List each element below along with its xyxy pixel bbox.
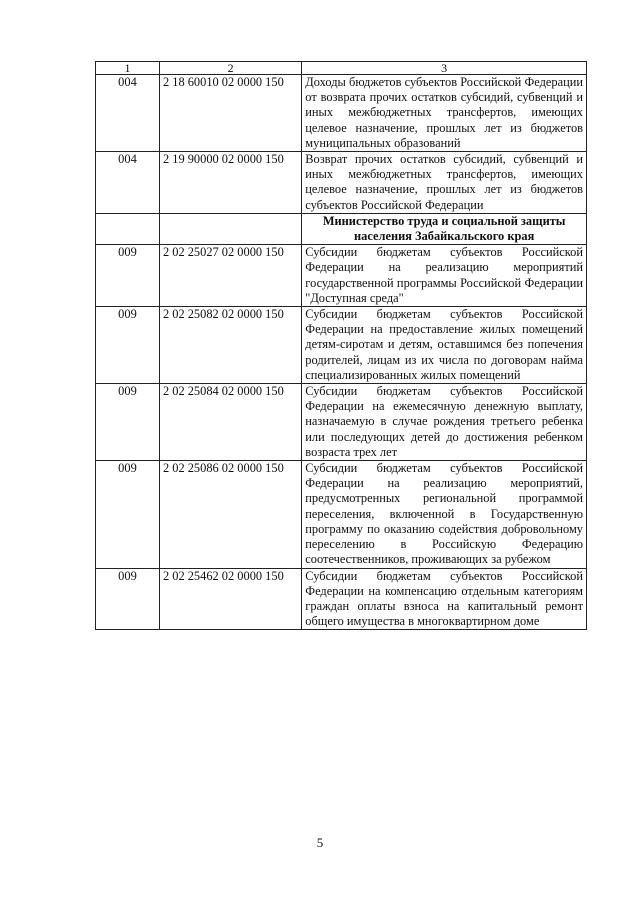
header-col-3: 3 [302, 62, 587, 75]
table-header-row [96, 62, 587, 75]
admin-code-cell: 009 [96, 461, 160, 568]
admin-code-cell: 004 [96, 152, 160, 214]
header-col-2: 2 [159, 62, 301, 75]
description-cell [302, 384, 587, 461]
budget-code-cell: 2 19 90000 02 0000 150 [159, 152, 301, 214]
admin-code-cell: 009 [96, 307, 160, 384]
budget-code-cell [159, 213, 301, 244]
description-text: Доходы бюджетов субъектов Российской Федерации от возврата прочих остатков субсидий, субвенций и иных межбюджетных трансфертов, имеющих целевое назначение, прошлых лет из бюджетов муниципальных образований [305, 75, 583, 150]
table-row [96, 75, 587, 152]
admin-code-cell: 009 [96, 384, 160, 461]
table-row [96, 307, 587, 384]
description-text: Субсидии бюджетам субъектов Российской Федерации на реализацию мероприятий государственной программы Российской Федерации "Доступная среда" [305, 245, 583, 305]
admin-code-cell: 009 [96, 568, 160, 630]
description-cell [302, 152, 587, 214]
table-row [96, 568, 587, 630]
admin-code-cell: 009 [96, 245, 160, 307]
description-text: Субсидии бюджетам субъектов Российской Федерации на компенсацию отдельным категориям граждан оплаты взноса на капитальный ремонт общего имущества в многоквартирном доме [305, 568, 583, 629]
description-cell [302, 307, 587, 384]
budget-code-cell: 2 18 60010 02 0000 150 [159, 75, 301, 152]
admin-code-cell: 004 [96, 75, 160, 152]
budget-code-cell: 2 02 25462 02 0000 150 [159, 568, 301, 630]
section-heading-row [96, 213, 587, 244]
budget-code-cell: 2 02 25082 02 0000 150 [159, 307, 301, 384]
table-row [96, 384, 587, 461]
description-text: Субсидии бюджетам субъектов Российской Федерации на предоставление жилых помещений детям-сиротам и детям, оставшимся без попечения родителей, лицам из их числа по договорам найма специализированных жилых помещений [305, 307, 583, 382]
header-col-1: 1 [96, 62, 160, 75]
table-row [96, 461, 587, 568]
section-title-cell [302, 213, 587, 244]
table-row [96, 152, 587, 214]
admin-code-cell [96, 213, 160, 244]
budget-codes-table [95, 61, 587, 630]
table-row [96, 245, 587, 307]
budget-code-cell: 2 02 25084 02 0000 150 [159, 384, 301, 461]
description-text: Возврат прочих остатков субсидий, субвенций и иных межбюджетных трансфертов, имеющих целевое назначение, прошлых лет из бюджетов субъектов Российской Федерации [305, 152, 583, 212]
page-number: 5 [316, 835, 324, 850]
description-cell [302, 568, 587, 630]
table-body [96, 62, 587, 630]
budget-code-cell: 2 02 25027 02 0000 150 [159, 245, 301, 307]
description-text: Субсидии бюджетам субъектов Российской Федерации на ежемесячную денежную выплату, назначаемую в случае рождения третьего ребенка или последующих детей до достижения ребенком возраста трех лет [305, 384, 583, 459]
description-cell [302, 245, 587, 307]
budget-code-cell: 2 02 25086 02 0000 150 [159, 461, 301, 568]
description-cell [302, 75, 587, 152]
description-cell [302, 461, 587, 568]
section-title: Министерство труда и социальной защиты населения Забайкальского края [322, 213, 566, 244]
description-text: Субсидии бюджетам субъектов Российской Федерации на реализацию мероприятий, предусмотренных региональной программой переселения, включенной в Государственную программу по оказанию содействия добровольному переселению в Российскую Федерацию соотечественников, проживающих за рубежом [305, 461, 583, 567]
